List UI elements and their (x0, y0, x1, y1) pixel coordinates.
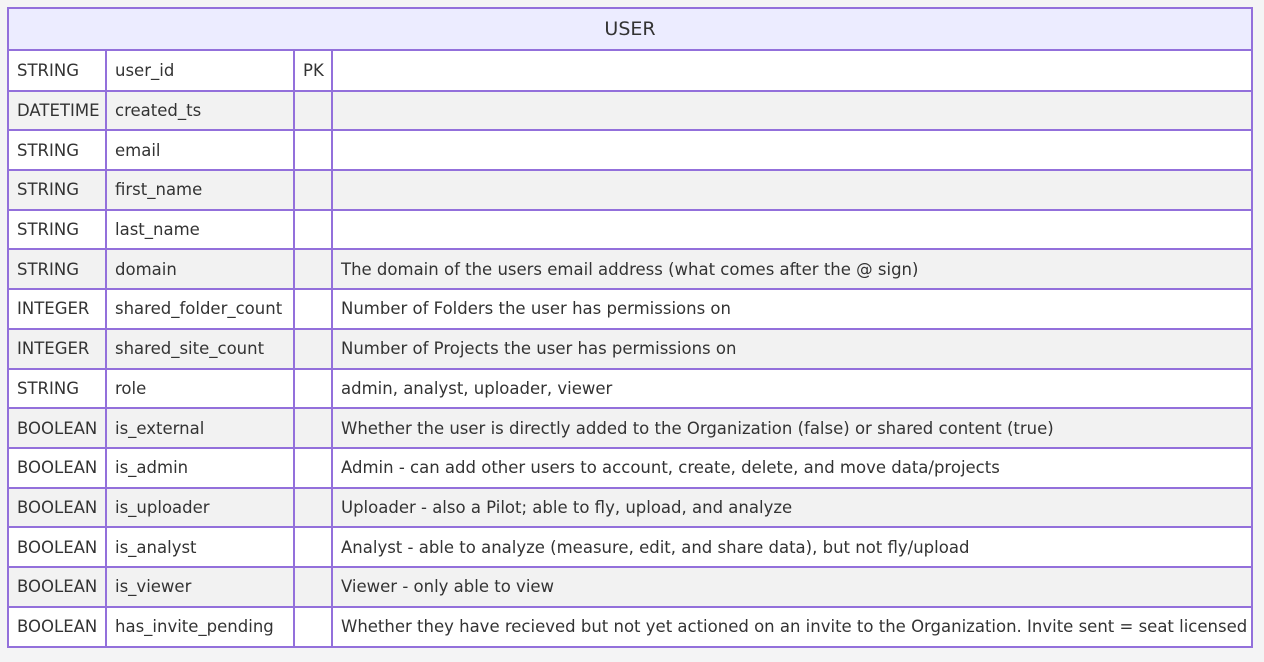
attribute-comment: Analyst - able to analyze (measure, edit, and share data), but not fly/upload (332, 527, 1251, 567)
attribute-rows (9, 51, 1251, 646)
attribute-row (9, 249, 1251, 289)
attribute-name: created_ts (106, 91, 294, 131)
attribute-name: is_analyst (106, 527, 294, 567)
attribute-key (294, 408, 332, 448)
attribute-name: is_admin (106, 448, 294, 488)
attribute-key (294, 448, 332, 488)
attribute-name: shared_site_count (106, 329, 294, 369)
attribute-key (294, 210, 332, 250)
attribute-key (294, 329, 332, 369)
attribute-key (294, 170, 332, 210)
attribute-key (294, 130, 332, 170)
attribute-name: is_external (106, 408, 294, 448)
attribute-name: is_uploader (106, 488, 294, 528)
attribute-comment (332, 51, 1251, 91)
attribute-key (294, 488, 332, 528)
attribute-row (9, 210, 1251, 250)
attribute-comment (332, 130, 1251, 170)
attribute-key (294, 249, 332, 289)
attribute-key (294, 369, 332, 409)
attribute-comment: Whether they have recieved but not yet actioned on an invite to the Organization. Invite sent = seat licensed (332, 607, 1251, 647)
attribute-comment (332, 91, 1251, 131)
attribute-type: BOOLEAN (9, 448, 106, 488)
attribute-row (9, 329, 1251, 369)
attribute-type: STRING (9, 170, 106, 210)
attribute-name: domain (106, 249, 294, 289)
attribute-comment: Number of Folders the user has permissions on (332, 289, 1251, 329)
attribute-comment: admin, analyst, uploader, viewer (332, 369, 1251, 409)
attribute-key (294, 289, 332, 329)
attribute-key: PK (294, 51, 332, 91)
attribute-type: BOOLEAN (9, 607, 106, 647)
attribute-row (9, 130, 1251, 170)
attribute-row (9, 408, 1251, 448)
attribute-type: STRING (9, 210, 106, 250)
attribute-row (9, 170, 1251, 210)
attribute-comment: Whether the user is directly added to the Organization (false) or shared content (true) (332, 408, 1251, 448)
attribute-row (9, 488, 1251, 528)
attribute-row (9, 567, 1251, 607)
attribute-type: INTEGER (9, 289, 106, 329)
attribute-comment: Uploader - also a Pilot; able to fly, upload, and analyze (332, 488, 1251, 528)
attribute-row (9, 527, 1251, 567)
attribute-name: is_viewer (106, 567, 294, 607)
entity-title: USER (9, 9, 1251, 51)
attribute-type: BOOLEAN (9, 567, 106, 607)
attribute-row (9, 289, 1251, 329)
attribute-comment: Number of Projects the user has permissions on (332, 329, 1251, 369)
attribute-name: shared_folder_count (106, 289, 294, 329)
attribute-row (9, 369, 1251, 409)
attribute-row (9, 607, 1251, 647)
attribute-type: INTEGER (9, 329, 106, 369)
attribute-key (294, 607, 332, 647)
attribute-name: last_name (106, 210, 294, 250)
attribute-type: BOOLEAN (9, 488, 106, 528)
attribute-key (294, 91, 332, 131)
attribute-row (9, 51, 1251, 91)
attribute-type: STRING (9, 130, 106, 170)
attribute-comment (332, 210, 1251, 250)
attribute-type: DATETIME (9, 91, 106, 131)
attribute-name: email (106, 130, 294, 170)
attribute-key (294, 527, 332, 567)
attribute-key (294, 567, 332, 607)
entity-user (7, 7, 1253, 648)
attribute-comment: The domain of the users email address (what comes after the @ sign) (332, 249, 1251, 289)
attribute-name: has_invite_pending (106, 607, 294, 647)
attribute-name: user_id (106, 51, 294, 91)
attribute-row (9, 448, 1251, 488)
attribute-row (9, 91, 1251, 131)
attribute-type: BOOLEAN (9, 408, 106, 448)
attribute-type: STRING (9, 51, 106, 91)
attribute-type: BOOLEAN (9, 527, 106, 567)
attribute-comment (332, 170, 1251, 210)
attribute-comment: Viewer - only able to view (332, 567, 1251, 607)
attribute-type: STRING (9, 369, 106, 409)
attribute-table (9, 51, 1251, 646)
attribute-name: first_name (106, 170, 294, 210)
attribute-name: role (106, 369, 294, 409)
attribute-type: STRING (9, 249, 106, 289)
attribute-comment: Admin - can add other users to account, create, delete, and move data/projects (332, 448, 1251, 488)
